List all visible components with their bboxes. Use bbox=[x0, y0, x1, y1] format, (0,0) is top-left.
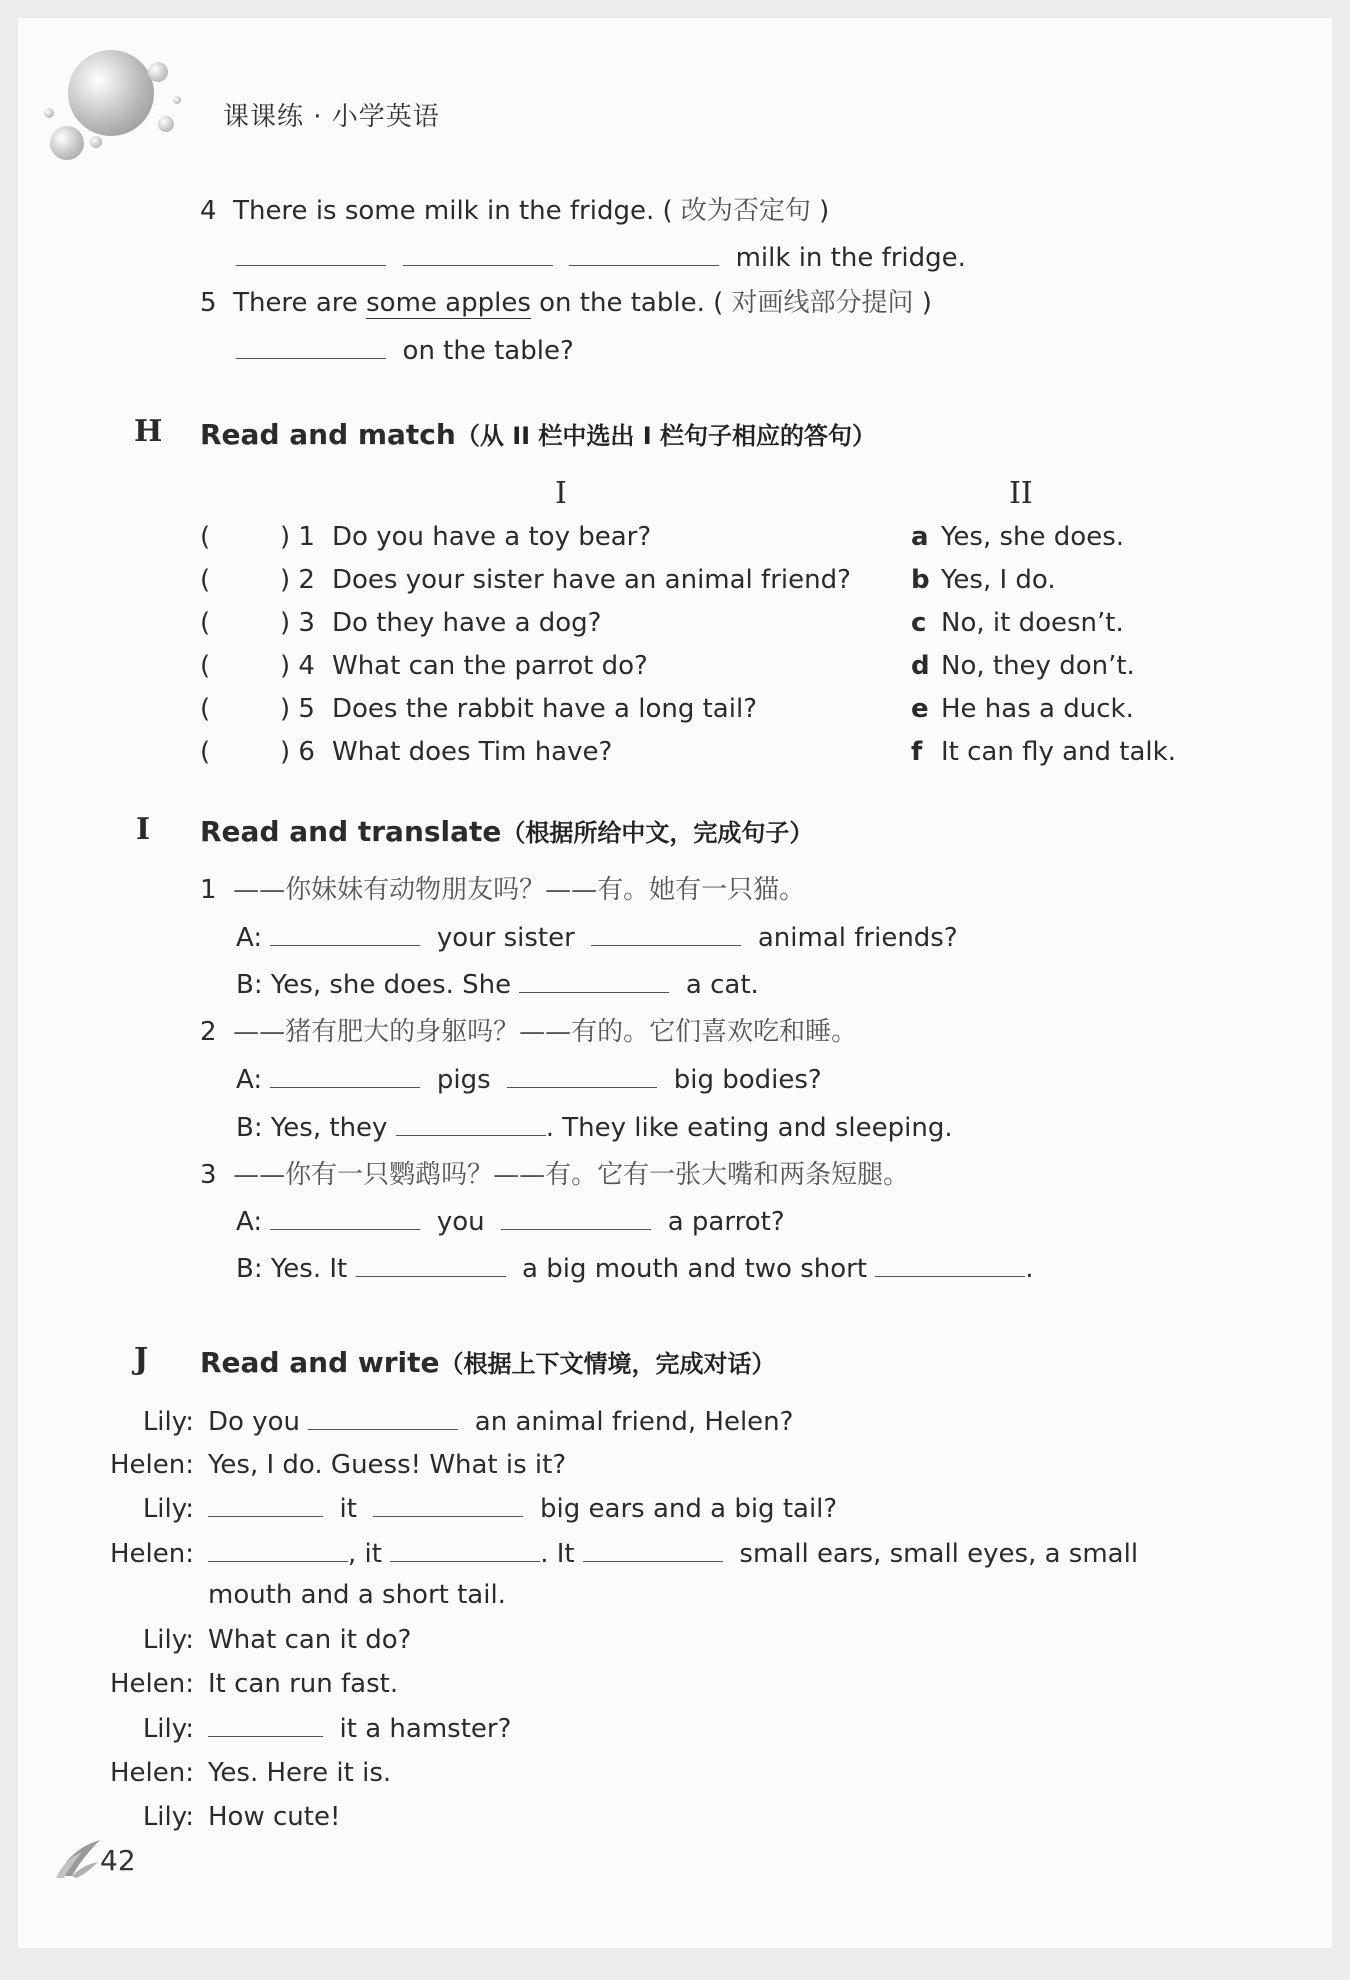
question-5 bbox=[200, 286, 932, 320]
answer-blank[interactable] bbox=[390, 1537, 540, 1562]
paren-open: ( bbox=[200, 522, 211, 552]
match-row-num: ) 1 bbox=[280, 522, 315, 552]
section-letter-i: I bbox=[136, 812, 151, 847]
sentence-part: Yes, she does. She bbox=[270, 970, 512, 1000]
question-text: on the table. ( bbox=[530, 288, 732, 318]
match-row-num: ) 3 bbox=[280, 608, 315, 638]
header-title: 课课练 · 小学英语 bbox=[223, 102, 440, 132]
answer-blank[interactable] bbox=[373, 1492, 523, 1517]
answer-blank[interactable] bbox=[583, 1537, 723, 1562]
match-row-num: ) 5 bbox=[280, 694, 315, 724]
page-number: 42 bbox=[100, 1844, 136, 1877]
dialogue-text: What can it do? bbox=[208, 1625, 412, 1655]
section-letter-h: H bbox=[134, 414, 163, 449]
answer-tail: on the table? bbox=[402, 336, 574, 366]
match-question: What does Tim have? bbox=[332, 737, 613, 767]
dialogue-text: small ears, small eyes, a small bbox=[739, 1539, 1139, 1569]
paren-close: ) bbox=[810, 196, 830, 226]
match-question: Does your sister have an animal friend? bbox=[332, 565, 851, 595]
answer-blank[interactable] bbox=[875, 1252, 1025, 1277]
speaker-label: Helen: bbox=[109, 1669, 194, 1699]
instruction-note: 改为否定句 bbox=[680, 196, 811, 226]
chinese-prompt: ——猪有肥大的身躯吗？——有的。它们喜欢吃和睡。 bbox=[233, 1017, 858, 1047]
speaker-b: B: bbox=[236, 1254, 263, 1284]
answer-blank[interactable] bbox=[591, 921, 741, 946]
speaker-label: Lily: bbox=[142, 1494, 194, 1524]
dialogue-text: How cute! bbox=[208, 1802, 341, 1832]
sentence-part: . bbox=[1025, 1254, 1034, 1284]
answer-blank[interactable] bbox=[208, 1492, 323, 1517]
translate-a-line bbox=[236, 1063, 822, 1097]
leaf-icon bbox=[54, 1836, 104, 1886]
column-header-2: II bbox=[1009, 476, 1033, 511]
answer-letter: a bbox=[911, 522, 929, 552]
section-title-text: Read and translate bbox=[200, 815, 502, 848]
answer-blank[interactable] bbox=[396, 1111, 546, 1136]
match-row bbox=[200, 606, 210, 640]
dialogue-line bbox=[106, 1800, 340, 1834]
dialogue-line bbox=[106, 1405, 793, 1439]
answer-text: No, it doesn’t. bbox=[941, 608, 1124, 638]
answer-blank[interactable] bbox=[403, 241, 553, 266]
match-question: Do they have a dog? bbox=[332, 608, 602, 638]
speaker-label: Lily: bbox=[142, 1625, 194, 1655]
section-subtitle: （根据所给中文，完成句子） bbox=[501, 819, 814, 847]
section-title-text: Read and match bbox=[200, 418, 456, 451]
dialogue-line bbox=[106, 1537, 1138, 1571]
sentence-part: Yes, they bbox=[270, 1113, 388, 1143]
dialogue-line bbox=[106, 1623, 411, 1657]
speaker-b: B: bbox=[236, 970, 263, 1000]
answer-blank[interactable] bbox=[270, 1205, 420, 1230]
answer-blank[interactable] bbox=[501, 1205, 651, 1230]
translate-b-line bbox=[236, 1252, 1034, 1286]
translate-item-2 bbox=[200, 1015, 857, 1049]
dialogue-text: an animal friend, Helen? bbox=[474, 1407, 794, 1437]
answer-blank[interactable] bbox=[519, 968, 669, 993]
chinese-prompt: ——你有一只鹦鹉吗？——有。它有一张大嘴和两条短腿。 bbox=[233, 1160, 910, 1190]
speaker-b: B: bbox=[236, 1113, 263, 1143]
speaker-a: A: bbox=[236, 923, 263, 953]
speaker-a: A: bbox=[236, 1065, 263, 1095]
dialogue-text: big ears and a big tail? bbox=[540, 1494, 838, 1524]
dialogue-text: Yes, I do. Guess! What is it? bbox=[208, 1450, 567, 1480]
sentence-part: a parrot? bbox=[667, 1207, 785, 1237]
question-4 bbox=[200, 194, 829, 228]
section-title-text: Read and write bbox=[200, 1346, 440, 1379]
match-question: What can the parrot do? bbox=[332, 651, 648, 681]
dialogue-line bbox=[106, 1756, 391, 1790]
dialogue-line bbox=[106, 1667, 398, 1701]
section-title-j bbox=[200, 1344, 776, 1379]
answer-letter: b bbox=[911, 565, 930, 595]
speaker-label: Helen: bbox=[109, 1450, 194, 1480]
match-row-num: ) 2 bbox=[280, 565, 315, 595]
question-text: There is some milk in the fridge. ( bbox=[233, 196, 681, 226]
dialogue-text: It can run fast. bbox=[208, 1669, 399, 1699]
sentence-part: animal friends? bbox=[757, 923, 958, 953]
answer-text: Yes, she does. bbox=[941, 522, 1125, 552]
sentence-part: Yes. It bbox=[270, 1254, 348, 1284]
question-number: 5 bbox=[200, 288, 217, 318]
item-number: 3 bbox=[200, 1160, 217, 1190]
column-header-1: I bbox=[555, 476, 567, 511]
sentence-part: your sister bbox=[436, 923, 575, 953]
answer-letter: e bbox=[911, 694, 929, 724]
question-number: 4 bbox=[200, 196, 217, 226]
translate-b-line bbox=[236, 1111, 953, 1145]
match-question: Do you have a toy bear? bbox=[332, 522, 652, 552]
answer-text: No, they don’t. bbox=[941, 651, 1135, 681]
paren-open: ( bbox=[200, 737, 211, 767]
answer-line-5 bbox=[236, 334, 574, 368]
section-title-i bbox=[200, 813, 813, 848]
dialogue-text: it bbox=[339, 1494, 357, 1524]
answer-text: He has a duck. bbox=[941, 694, 1134, 724]
sentence-part: a big mouth and two short bbox=[522, 1254, 868, 1284]
answer-text: Yes, I do. bbox=[941, 565, 1056, 595]
match-question: Does the rabbit have a long tail? bbox=[332, 694, 757, 724]
dialogue-line bbox=[106, 1492, 837, 1526]
match-row-num: ) 6 bbox=[280, 737, 315, 767]
match-row bbox=[200, 735, 210, 769]
item-number: 2 bbox=[200, 1017, 217, 1047]
answer-tail: milk in the fridge. bbox=[735, 243, 966, 273]
answer-blank[interactable] bbox=[356, 1252, 506, 1277]
section-title-h bbox=[200, 416, 876, 451]
answer-blank[interactable] bbox=[507, 1063, 657, 1088]
match-row bbox=[200, 692, 210, 726]
answer-blank[interactable] bbox=[208, 1537, 348, 1562]
paren-open: ( bbox=[200, 565, 211, 595]
translate-a-line bbox=[236, 1205, 785, 1239]
workbook-page bbox=[18, 18, 1332, 1948]
answer-text: It can fly and talk. bbox=[941, 737, 1176, 767]
question-text: There are bbox=[233, 288, 367, 318]
answer-line-4 bbox=[236, 241, 966, 275]
dialogue-text: Do you bbox=[208, 1407, 300, 1437]
sentence-part: a cat. bbox=[685, 970, 759, 1000]
dialogue-text: Yes. Here it is. bbox=[208, 1758, 392, 1788]
answer-blank[interactable] bbox=[569, 241, 719, 266]
underlined-phrase: some apples bbox=[366, 288, 531, 318]
dialogue-line bbox=[106, 1712, 511, 1746]
sentence-part: big bodies? bbox=[673, 1065, 822, 1095]
speaker-label: Helen: bbox=[109, 1539, 194, 1569]
speaker-label: Lily: bbox=[142, 1714, 194, 1744]
answer-letter: f bbox=[911, 737, 923, 767]
match-row bbox=[200, 520, 210, 554]
answer-letter: c bbox=[911, 608, 927, 638]
paren-open: ( bbox=[200, 608, 211, 638]
answer-blank[interactable] bbox=[308, 1405, 458, 1430]
paren-open: ( bbox=[200, 651, 211, 681]
match-row bbox=[200, 563, 210, 597]
section-subtitle: （从 II 栏中选出 I 栏句子相应的答句） bbox=[455, 422, 877, 450]
instruction-note: 对画线部分提问 bbox=[731, 288, 914, 318]
match-row bbox=[200, 649, 210, 683]
match-row-num: ) 4 bbox=[280, 651, 315, 681]
chinese-prompt: ——你妹妹有动物朋友吗？——有。她有一只猫。 bbox=[233, 875, 806, 905]
sentence-part: pigs bbox=[436, 1065, 491, 1095]
speaker-label: Helen: bbox=[109, 1758, 194, 1788]
dialogue-text: it a hamster? bbox=[339, 1714, 512, 1744]
section-letter-j: J bbox=[134, 1342, 149, 1377]
translate-b-line bbox=[236, 968, 759, 1002]
translate-item-3 bbox=[200, 1158, 909, 1192]
paren-close: ) bbox=[913, 288, 932, 318]
answer-letter: d bbox=[911, 651, 930, 681]
translate-a-line bbox=[236, 921, 958, 955]
dialogue-text: , it bbox=[348, 1539, 382, 1569]
translate-item-1 bbox=[200, 873, 805, 907]
answer-blank[interactable] bbox=[236, 241, 386, 266]
dialogue-line-cont: mouth and a short tail. bbox=[208, 1580, 506, 1610]
sentence-part: . They like eating and sleeping. bbox=[545, 1113, 953, 1143]
speaker-label: Lily: bbox=[142, 1407, 194, 1437]
speaker-a: A: bbox=[236, 1207, 263, 1237]
section-subtitle: （根据上下文情境，完成对话） bbox=[439, 1350, 776, 1378]
answer-blank[interactable] bbox=[236, 334, 386, 359]
dialogue-text: . It bbox=[540, 1539, 575, 1569]
sentence-part: you bbox=[436, 1207, 485, 1237]
speaker-label: Lily: bbox=[142, 1802, 194, 1832]
paren-open: ( bbox=[200, 694, 211, 724]
dialogue-line bbox=[106, 1448, 566, 1482]
answer-blank[interactable] bbox=[270, 921, 420, 946]
answer-blank[interactable] bbox=[208, 1712, 323, 1737]
item-number: 1 bbox=[200, 875, 217, 905]
answer-blank[interactable] bbox=[270, 1063, 420, 1088]
